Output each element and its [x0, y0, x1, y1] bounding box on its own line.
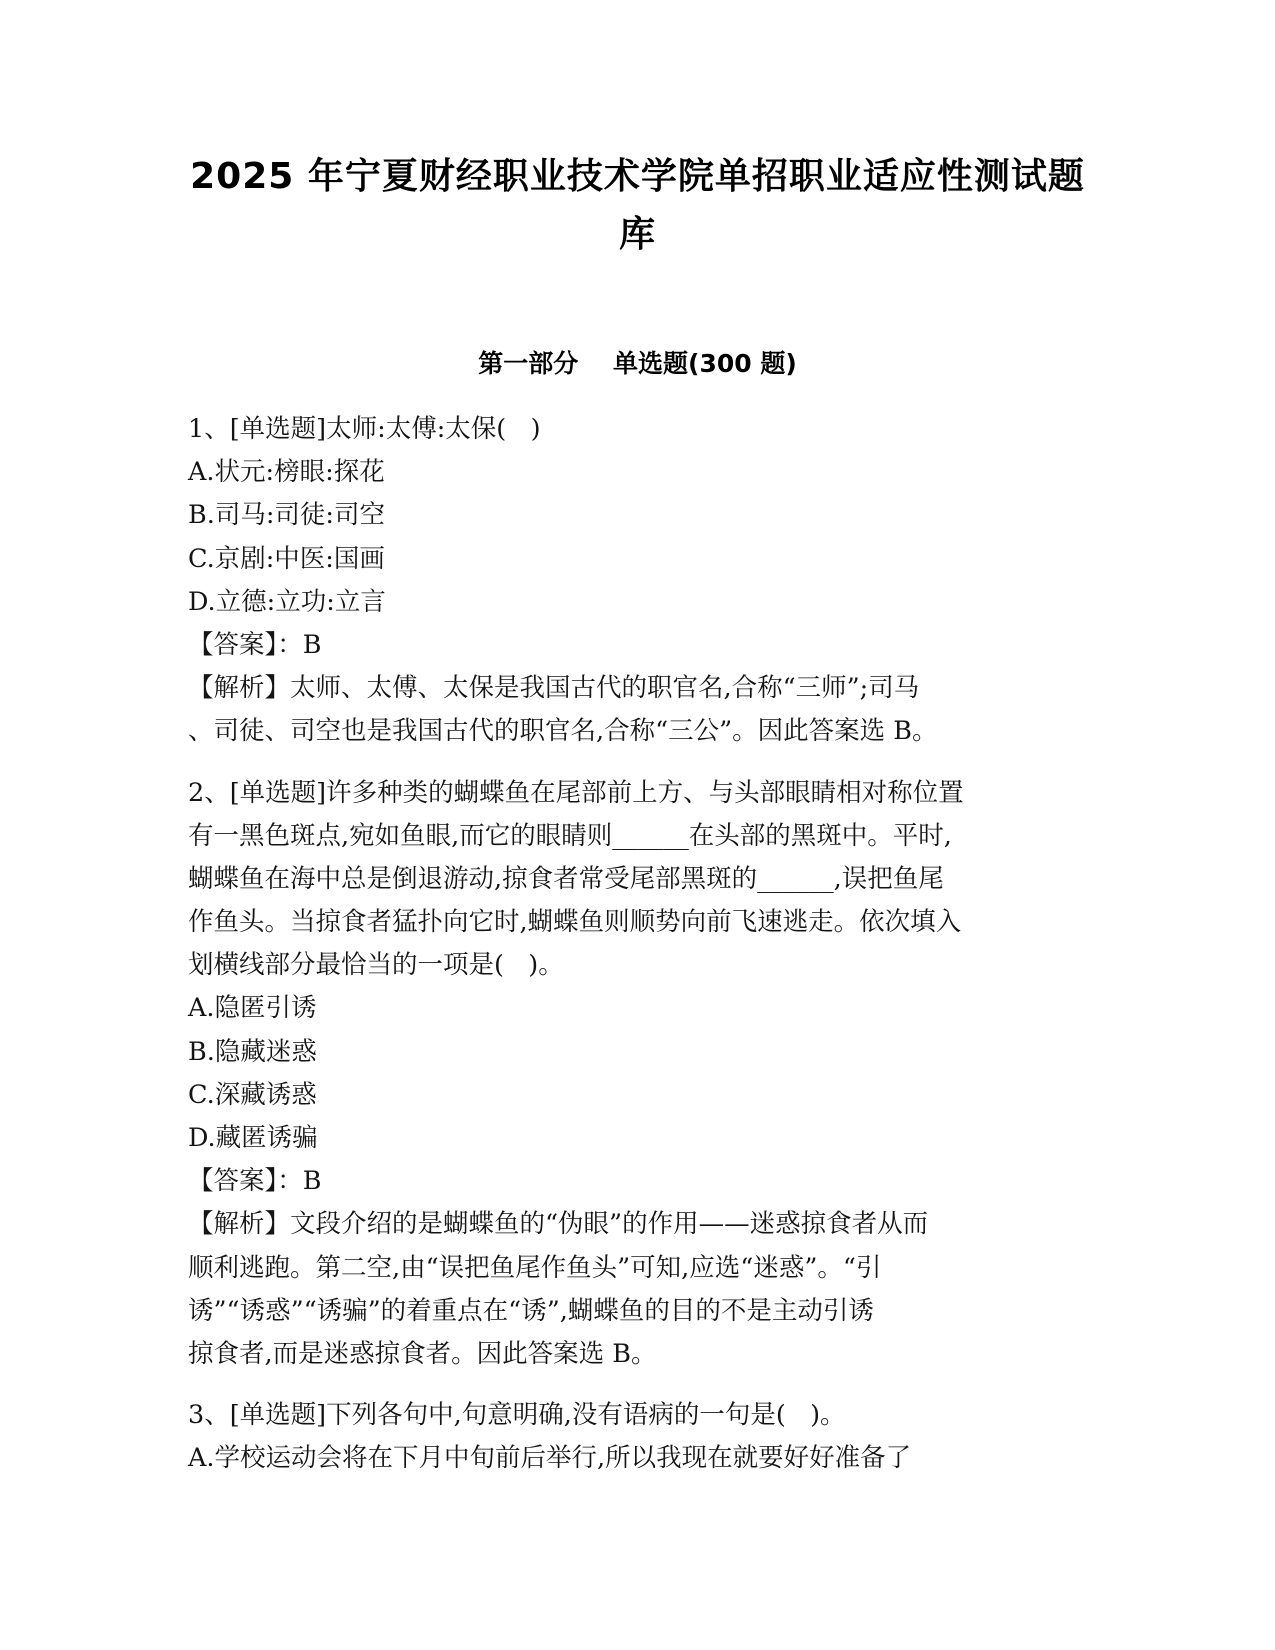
option-d: D.藏匿诱骗 — [188, 1123, 318, 1153]
option-a: A.隐匿引诱 — [188, 993, 317, 1024]
question-line: 2、[单选题]许多种类的蝴蝶鱼在尾部前上方、与头部眼睛相对称位置 — [188, 777, 964, 808]
section-heading: 第一部分 单选题(300 题) — [478, 349, 797, 378]
question-3 — [188, 1394, 1088, 1480]
spacer — [188, 1376, 1088, 1394]
option-d: D.立德:立功:立言 — [188, 586, 386, 617]
explanation-line: 【解析】太师、太傅、太保是我国古代的职官名,合称“三师”;司马 — [188, 673, 920, 704]
explanation-line: 、司徒、司空也是我国古代的职官名,合称“三公”。因此答案选 B。 — [188, 716, 938, 747]
question-line: 1、[单选题]太师:太傅:太保( ) — [188, 414, 541, 444]
spacer — [188, 754, 1088, 772]
explanation-line: 【解析】文段介绍的是蝴蝶鱼的“伪眼”的作用——迷惑掠食者从而 — [188, 1209, 929, 1240]
question-line: 作鱼头。当掠食者猛扑向它时,蝴蝶鱼则顺势向前飞速逃走。依次填入 — [188, 907, 962, 938]
question-1 — [188, 408, 1088, 754]
option-b: B.司马:司徒:司空 — [188, 500, 386, 531]
question-line: 3、[单选题]下列各句中,句意明确,没有语病的一句是( )。 — [188, 1400, 846, 1431]
option-a: A.学校运动会将在下月中旬前后举行,所以我现在就要好好准备了 — [188, 1443, 912, 1474]
option-c: C.京剧:中医:国画 — [188, 543, 385, 574]
answer: 【答案】：B — [188, 1166, 322, 1197]
explanation-line: 顺利逃跑。第二空,由“误把鱼尾作鱼头”可知,应选“迷惑”。“引 — [188, 1252, 882, 1283]
option-c: C.深藏诱惑 — [188, 1079, 317, 1110]
explanation-line: 诱”“诱惑”“诱骗”的着重点在“诱”,蝴蝶鱼的目的不是主动引诱 — [188, 1295, 874, 1326]
question-line: 蝴蝶鱼在海中总是倒退游动,掠食者常受尾部黑斑的______,误把鱼尾 — [188, 863, 944, 894]
document-title — [140, 148, 1135, 264]
question-line: 有一黑色斑点,宛如鱼眼,而它的眼睛则______在头部的黑斑中。平时, — [188, 820, 952, 851]
option-b: B.隐藏迷惑 — [188, 1036, 317, 1067]
title-line: 2025 年宁夏财经职业技术学院单招职业适应性测试题 — [190, 156, 1085, 197]
option-a: A.状元:榜眼:探花 — [188, 457, 385, 488]
question-line: 划横线部分最恰当的一项是( )。 — [188, 950, 564, 981]
question-list — [188, 408, 1088, 1481]
title-line: 库 — [618, 214, 656, 255]
answer: 【答案】：B — [188, 629, 322, 660]
explanation-line: 掠食者,而是迷惑掠食者。因此答案选 B。 — [188, 1338, 657, 1369]
question-2 — [188, 772, 1088, 1377]
